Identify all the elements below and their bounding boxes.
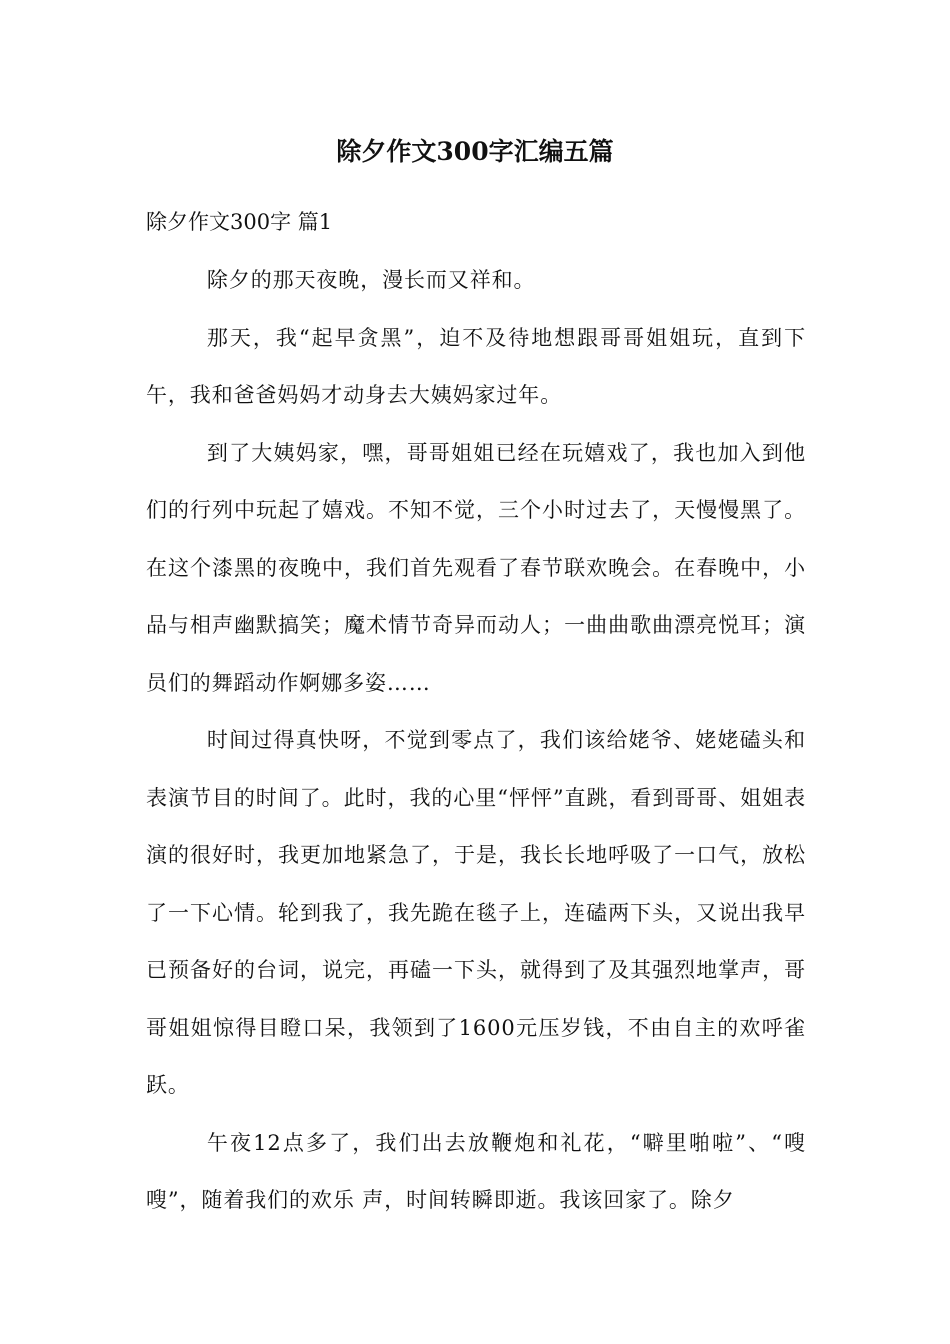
paragraph-5: 午夜12点多了，我们出去放鞭炮和礼花，“噼里啪啦”、“嗖嗖”，随着我们的欢乐 声，时间转瞬即逝。我该回家了。除夕: [146, 1130, 806, 1212]
section-heading: 除夕作文300字 篇1: [146, 210, 333, 234]
paragraph-4: 时间过得真快呀，不觉到零点了，我们该给姥爷、姥姥磕头和表演节目的时间了。此时，我的心里“怦怦”直跳，看到哥哥、姐姐表演的很好时，我更加地紧急了，于是，我长长地呼吸了一口气，放松了一下心情。轮到我了，我先跪在毯子上，连磕两下头，又说出我早已预备好的台词，说完，再磕一下头，就得到了及其强烈地掌声，哥哥姐姐惊得目瞪口呆，我领到了1600元压岁钱，不由自主的欢呼雀跃。: [146, 728, 806, 1097]
paragraph-2: 那天，我“起早贪黑”，迫不及待地想跟哥哥姐姐玩，直到下午，我和爸爸妈妈才动身去大姨妈家过年。: [146, 325, 806, 407]
document-title: 除夕作文300字汇编五篇: [336, 137, 614, 166]
paragraph-1: 除夕的那天夜晚，漫长而又祥和。: [206, 268, 536, 292]
document-body: [146, 252, 806, 1230]
paragraph-3: 到了大姨妈家，嘿，哥哥姐姐已经在玩嬉戏了，我也加入到他们的行列中玩起了嬉戏。不知不觉，三个小时过去了，天慢慢黑了。在这个漆黑的夜晚中，我们首先观看了春节联欢晚会。在春晚中，小品与相声幽默搞笑；魔术情节奇异而动人；一曲曲歌曲漂亮悦耳；演员们的舞蹈动作婀娜多姿……: [146, 440, 806, 695]
